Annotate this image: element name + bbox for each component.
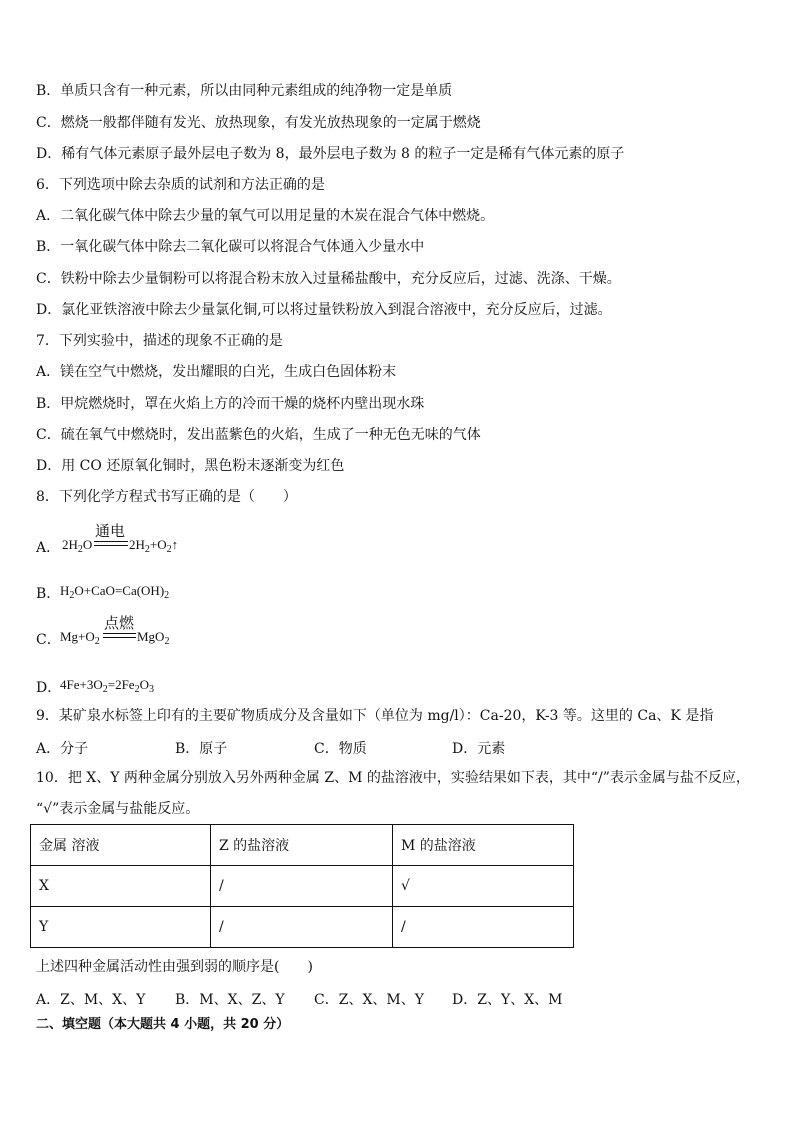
q9-option-b: B．原子 bbox=[175, 741, 228, 757]
q9-stem: 9．某矿泉水标签上印有的主要矿物质成分及含量如下（单位为 mg/l）：Ca-20，K-3 等。这里的 Ca、K 是指 bbox=[36, 708, 714, 724]
q9-option-d: D．元素 bbox=[452, 741, 506, 757]
q5-option-c: C．燃烧一般都伴随有发光、放热现象，有发光放热现象的一定属于燃烧 bbox=[36, 115, 481, 131]
table-header-row bbox=[31, 825, 574, 866]
q5-option-d: D．稀有气体元素原子最外层电子数为 8，最外层电子数为 8 的粒子一定是稀有气体元素的原子 bbox=[36, 146, 625, 162]
table-cell: / bbox=[211, 907, 393, 948]
q8-option-c-equal-sign bbox=[103, 633, 136, 638]
q6-stem: 6．下列选项中除去杂质的试剂和方法正确的是 bbox=[36, 177, 325, 193]
q10-option-a: A．Z、M、X、Y bbox=[36, 992, 146, 1008]
table-row bbox=[31, 866, 574, 907]
q8-option-b-label: B． bbox=[36, 586, 61, 602]
table-cell: / bbox=[393, 907, 574, 948]
q10-question: 上述四种金属活动性由强到弱的顺序是( ) bbox=[36, 959, 313, 975]
table-row bbox=[31, 907, 574, 948]
q6-option-c: C．铁粉中除去少量铜粉可以将混合粉末放入过量稀盐酸中，充分反应后，过滤、洗涤、干燥。 bbox=[36, 271, 621, 287]
q7-option-b: B．甲烷燃烧时，罩在火焰上方的冷而干燥的烧杯内壁出现水珠 bbox=[36, 396, 425, 412]
q6-option-b: B．一氧化碳气体中除去二氧化碳可以将混合气体通入少量水中 bbox=[36, 239, 425, 255]
table-header-cell: 金属 溶液 bbox=[31, 825, 211, 866]
q8-option-a-condition: 通电 bbox=[95, 522, 126, 540]
q8-option-c-product: MgO$_2$ bbox=[137, 629, 170, 647]
q10-option-d: D．Z、Y、X、M bbox=[452, 992, 563, 1008]
q5-option-b: B．单质只含有一种元素，所以由同种元素组成的纯净物一定是单质 bbox=[36, 83, 453, 99]
q8-option-c-condition: 点燃 bbox=[104, 614, 135, 632]
q10-option-b: B．M、X、Z、Y bbox=[175, 992, 285, 1008]
q8-option-b-equation: $H_2O+CaO=Ca(OH)_2$ bbox=[60, 583, 170, 601]
q8-option-a-reactant: $2H_2O$ bbox=[62, 537, 93, 555]
q7-stem: 7．下列实验中，描述的现象不正确的是 bbox=[36, 333, 283, 349]
table-header-cell: M 的盐溶液 bbox=[393, 825, 574, 866]
q9-option-c: C．物质 bbox=[314, 741, 367, 757]
q10-stem-line1: 10．把 X、Y 两种金属分别放入另外两种金属 Z、M 的盐溶液中，实验结果如下表，其中“/”表示金属与盐不反应， bbox=[36, 770, 750, 786]
table-cell: X bbox=[31, 866, 211, 907]
q8-option-d-equation: $4Fe+3O_2=2Fe_2O_3$ bbox=[60, 677, 154, 695]
q8-option-a-equal-sign bbox=[94, 541, 128, 546]
q8-option-a-product: $2H_2+O_2↑$ bbox=[129, 537, 179, 555]
q6-option-a: A．二氧化碳气体中除去少量的氧气可以用足量的木炭在混合气体中燃烧。 bbox=[36, 208, 495, 224]
table-header-cell: Z 的盐溶液 bbox=[211, 825, 393, 866]
table-cell: / bbox=[211, 866, 393, 907]
q7-option-d: D．用 CO 还原氧化铜时，黑色粉末逐渐变为红色 bbox=[36, 458, 345, 474]
q10-results-table bbox=[30, 824, 574, 948]
q8-option-c-label: C． bbox=[36, 632, 61, 648]
table-cell: Y bbox=[31, 907, 211, 948]
q8-option-c-reactant: $Mg+O_2$ bbox=[60, 629, 100, 647]
table-cell: √ bbox=[393, 866, 574, 907]
q7-option-a: A．镁在空气中燃烧，发出耀眼的白光，生成白色固体粉末 bbox=[36, 364, 397, 380]
q10-option-c: C．Z、X、M、Y bbox=[314, 992, 424, 1008]
q8-stem: 8．下列化学方程式书写正确的是（ ） bbox=[36, 489, 297, 505]
q8-option-a-label: A． bbox=[36, 540, 61, 556]
q7-option-c: C．硫在氧气中燃烧时，发出蓝紫色的火焰，生成了一种无色无味的气体 bbox=[36, 427, 481, 443]
q8-option-d-label: D． bbox=[36, 680, 62, 696]
q6-option-d: D．氯化亚铁溶液中除去少量氯化铜,可以将过量铁粉放入到混合溶液中，充分反应后，过滤。 bbox=[36, 302, 612, 318]
q10-stem-line2: “√”表示金属与盐能反应。 bbox=[36, 801, 200, 817]
q9-option-a: A．分子 bbox=[36, 741, 89, 757]
section-heading: 二、填空题（本大题共 4 小题，共 20 分） bbox=[36, 1017, 290, 1032]
